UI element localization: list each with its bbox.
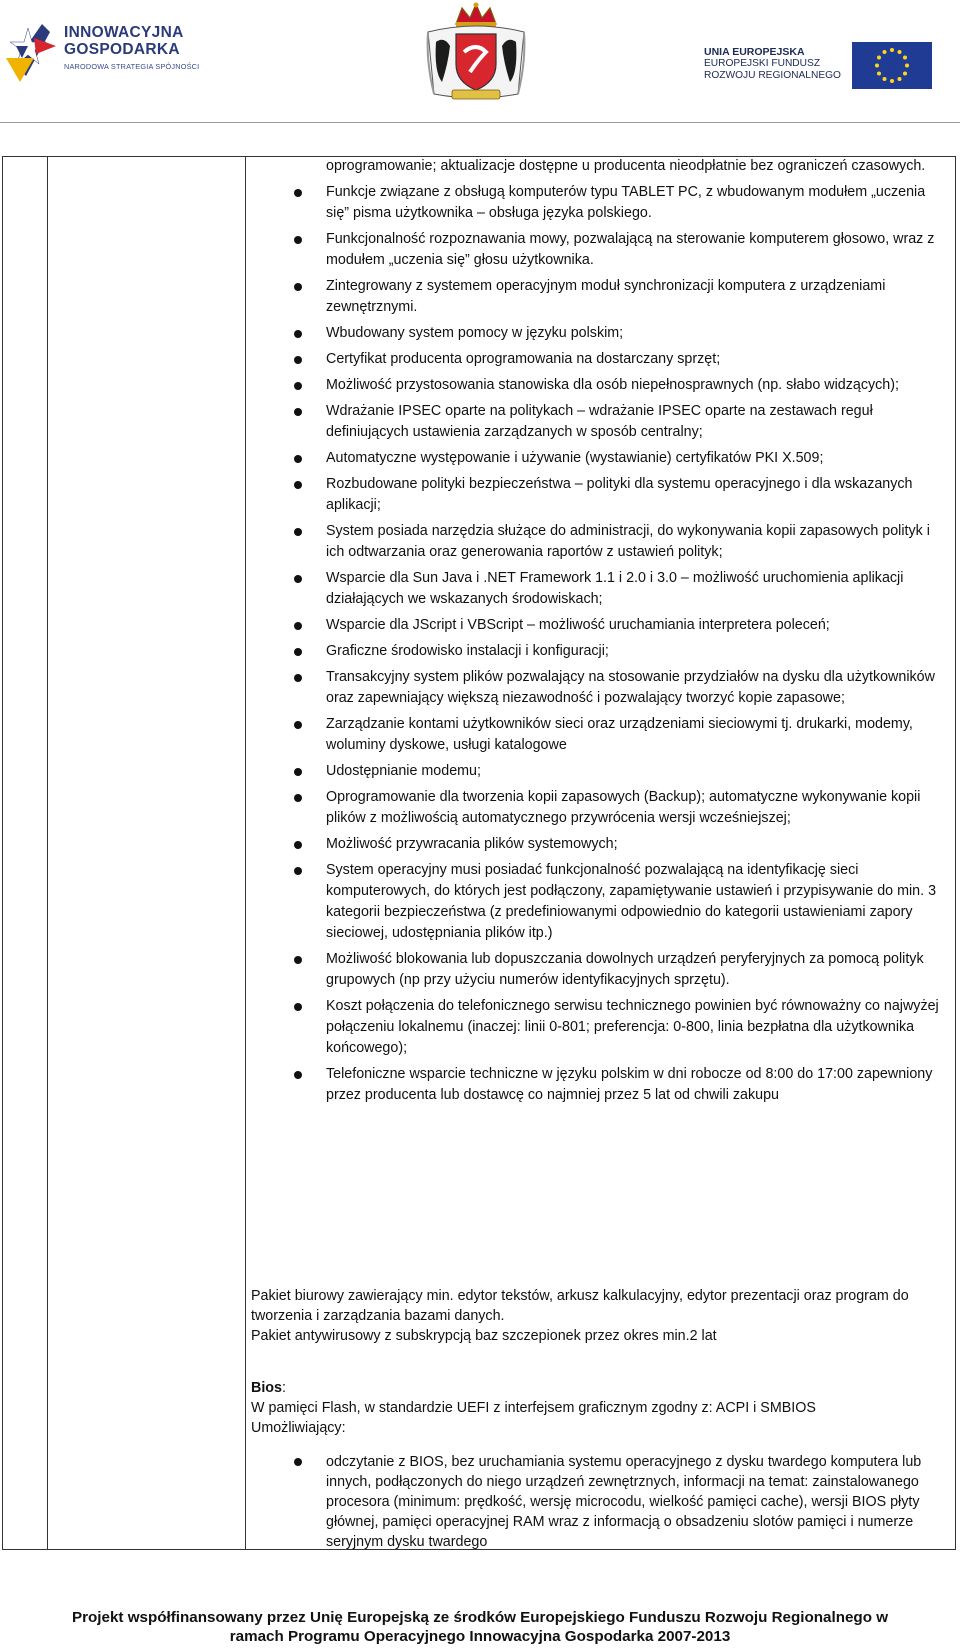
list-item-text: Telefoniczne wsparcie techniczne w języku polskim w dni robocze od 8:00 do 17:00 zapewniony przez producenta lub dostawcę co najmniej przez 5 lat od chwili zakupu xyxy=(326,1066,933,1103)
eu-text-line2: EUROPEJSKI FUNDUSZ xyxy=(704,58,821,69)
bullet-dot xyxy=(294,622,302,630)
list-item-text: Możliwość blokowania lub dopuszczania dowolnych urządzeń peryferyjnych za pomocą polityk grupowych (np przy użyciu numerów identyfikacyjnych sprzętu). xyxy=(326,951,924,988)
innowacyjna-gospodarka-logo-icon xyxy=(6,24,58,86)
list-item-text: Udostępnianie modemu; xyxy=(326,763,481,779)
table-col-divider-1 xyxy=(47,156,48,1550)
logo-text-line3: NARODOWA STRATEGIA SPÓJNOŚCI xyxy=(64,62,200,71)
innowacyjna-gospodarka-logo xyxy=(6,24,206,88)
list-item xyxy=(251,1452,951,1552)
list-item xyxy=(251,276,951,318)
bios-enabling-text: Umożliwiający: xyxy=(251,1420,346,1436)
list-item xyxy=(251,323,951,344)
spec-bullet-list xyxy=(251,156,951,1106)
bullet-dot xyxy=(294,841,302,849)
bullet-dot xyxy=(294,382,302,390)
list-item xyxy=(251,787,951,829)
list-item-text: Oprogramowanie dla tworzenia kopii zapasowych (Backup); automatyczne wykonywanie kopii plików z możliwością automatycznego przywrócenia wersji wcześniejszej; xyxy=(326,789,921,826)
list-item-text: Funkcje związane z obsługą komputerów typu TABLET PC, z wbudowanym modułem „uczenia się” pisma użytkownika – obsługa języka polskiego. xyxy=(326,184,926,221)
logo-text-line1: INNOWACYJNA xyxy=(64,24,184,41)
table-col-divider-2 xyxy=(245,156,246,1550)
bullet-dot xyxy=(294,528,302,536)
page-header xyxy=(0,0,960,126)
list-item xyxy=(251,448,951,469)
table-border-right xyxy=(955,156,956,1550)
bullet-dot xyxy=(294,794,302,802)
list-item-text: Automatyczne występowanie i używanie (wystawianie) certyfikatów PKI X.509; xyxy=(326,450,824,466)
list-item-text: Wbudowany system pomocy w języku polskim; xyxy=(326,325,624,341)
logo-text-line2: GOSPODARKA xyxy=(64,41,180,58)
bullet-dot xyxy=(294,330,302,338)
bullet-dot xyxy=(294,356,302,364)
list-item xyxy=(251,156,951,177)
list-item xyxy=(251,182,951,224)
list-item-text: System posiada narzędzia służące do administracji, do wykonywania kopii zapasowych polityk i ich odtwarzania oraz generowania raportów z ustawień polityk; xyxy=(326,523,930,560)
list-item xyxy=(251,834,951,855)
list-item-text: Możliwość przystosowania stanowiska dla osób niepełnosprawnych (np. słabo widzących); xyxy=(326,377,899,393)
list-item-text: odczytanie z BIOS, bez uruchamiania systemu operacyjnego z dysku twardego komputera lub innych, podłączonych do niego urządzeń zewnętrznych, informacji na temat: zainstalowanego procesora (minimum: prędkość, wersję microcodu, wielkość pamięci cache), wersji BIOS płyty głównej, pamięci operacyjnej RAM wraz z informacją o obsadzeniu slotów pamięci i numerze seryjnym dysku twardego xyxy=(326,1454,922,1550)
list-item xyxy=(251,996,951,1059)
list-item xyxy=(251,1064,951,1106)
list-item-text: Rozbudowane polityki bezpieczeństwa – polityki dla systemu operacyjnego i dla wskazanych aplikacji; xyxy=(326,476,913,513)
list-item xyxy=(251,229,951,271)
bullet-dot xyxy=(294,236,302,244)
spec-content xyxy=(251,156,951,1550)
list-item xyxy=(251,667,951,709)
bullet-dot xyxy=(294,1458,302,1466)
bullet-dot xyxy=(294,408,302,416)
bullet-dot xyxy=(294,768,302,776)
bullet-dot xyxy=(294,721,302,729)
bullet-dot xyxy=(294,956,302,964)
list-item-text: Graficzne środowisko instalacji i konfiguracji; xyxy=(326,643,609,659)
list-item-text: Zintegrowany z systemem operacyjnym moduł synchronizacji komputera z urządzeniami zewnętrznymi. xyxy=(326,278,886,315)
eu-text-line1: UNIA EUROPEJSKA xyxy=(704,46,805,58)
bios-heading-colon: : xyxy=(281,1380,286,1396)
list-item-text: Wsparcie dla Sun Java i .NET Framework 1.1 i 2.0 i 3.0 – możliwość uruchomienia aplikacji działających we wskazanych środowiskach; xyxy=(326,570,904,607)
list-item xyxy=(251,714,951,756)
bullet-dot xyxy=(294,481,302,489)
header-divider xyxy=(0,122,960,123)
coat-of-arms-icon xyxy=(418,2,534,102)
table-border-left xyxy=(2,156,3,1550)
bullet-dot xyxy=(294,575,302,583)
bios-heading: Bios xyxy=(251,1380,282,1396)
bios-bullet-list xyxy=(251,1452,951,1552)
list-item-text: Zarządzanie kontami użytkowników sieci oraz urządzeniami sieciowymi tj. drukarki, modemy, woluminy dyskowe, usługi katalogowe xyxy=(326,716,913,753)
bullet-dot xyxy=(294,648,302,656)
list-item-text: Wdrażanie IPSEC oparte na politykach – wdrażanie IPSEC oparte na zestawach reguł definiujących ustawienia zarządzanych w sposób centralny; xyxy=(326,403,873,440)
eu-text-line3: ROZWOJU REGIONALNEGO xyxy=(704,70,841,81)
bullet-dot xyxy=(294,1003,302,1011)
page-footer xyxy=(0,1608,960,1646)
bullet-dot xyxy=(294,674,302,682)
bios-flash-text: W pamięci Flash, w standardzie UEFI z interfejsem graficznym zgodny z: ACPI i SMBIOS xyxy=(251,1400,816,1416)
list-item-text: Certyfikat producenta oprogramowania na dostarczany sprzęt; xyxy=(326,351,721,367)
list-item xyxy=(251,641,951,662)
list-item xyxy=(251,474,951,516)
list-item-text: Funkcjonalność rozpoznawania mowy, pozwalającą na sterowanie komputerem głosowo, wraz z modułem „uczenia się” głosu użytkownika. xyxy=(326,231,935,268)
bullet-dot xyxy=(294,867,302,875)
list-item xyxy=(251,568,951,610)
list-item xyxy=(251,949,951,991)
list-item-text: Transakcyjny system plików pozwalający na stosowanie przydziałów na dysku dla użytkowników oraz zapewniający większą niezawodność i pozwalający tworzyć kopie zapasowe; xyxy=(326,669,935,706)
list-item xyxy=(251,375,951,396)
list-item-text: System operacyjny musi posiadać funkcjonalność pozwalającą na identyfikację sieci komputerowych, do których jest podłączony, zapamiętywanie ustawień i przypisywanie do min. 3 kategorii bezpieczeństwa (z predefiniowanymi odpowiednio do kategorii ustawieniami zapory sieciowej, udostępniania plików itp.) xyxy=(326,862,937,941)
list-item-text: Wsparcie dla JScript i VBScript – możliwość uruchamiania interpretera poleceń; xyxy=(326,617,830,633)
bullet-dot xyxy=(294,283,302,291)
list-item xyxy=(251,761,951,782)
antivirus-text: Pakiet antywirusowy z subskrypcją baz szczepionek przez okres min.2 lat xyxy=(251,1328,717,1344)
office-suite-text: Pakiet biurowy zawierający min. edytor tekstów, arkusz kalkulacyjny, edytor prezentacji oraz program do tworzenia i zarządzania bazami danych. xyxy=(251,1288,909,1324)
list-item xyxy=(251,615,951,636)
bullet-dot xyxy=(294,189,302,197)
eu-fund-logo xyxy=(704,42,934,92)
bullet-dot xyxy=(294,455,302,463)
bios-section xyxy=(251,1378,951,1552)
list-item-text: Koszt połączenia do telefonicznego serwisu technicznego powinien być równoważny co najwyżej połączeniu lokalnemu (inaczej: linii 0-801; preferencja: 0-800, linia bezpłatna dla użytkownika końcowego); xyxy=(326,998,939,1056)
list-item-text: oprogramowanie; aktualizacje dostępne u producenta nieodpłatnie bez ograniczeń czasowych. xyxy=(326,158,926,174)
list-item xyxy=(251,860,951,944)
eu-flag-icon xyxy=(852,42,932,89)
list-item xyxy=(251,521,951,563)
office-suite-section xyxy=(251,1286,951,1346)
bullet-dot xyxy=(294,1071,302,1079)
list-item xyxy=(251,349,951,370)
list-item xyxy=(251,401,951,443)
list-item-text: Możliwość przywracania plików systemowych; xyxy=(326,836,618,852)
footer-text-line1: Projekt współfinansowany przez Unię Europejską ze środków Europejskiego Funduszu Rozwoju Regionalnego w xyxy=(71,1609,889,1626)
footer-text-line2: ramach Programu Operacyjnego Innowacyjna Gospodarka 2007-2013 xyxy=(229,1628,731,1645)
